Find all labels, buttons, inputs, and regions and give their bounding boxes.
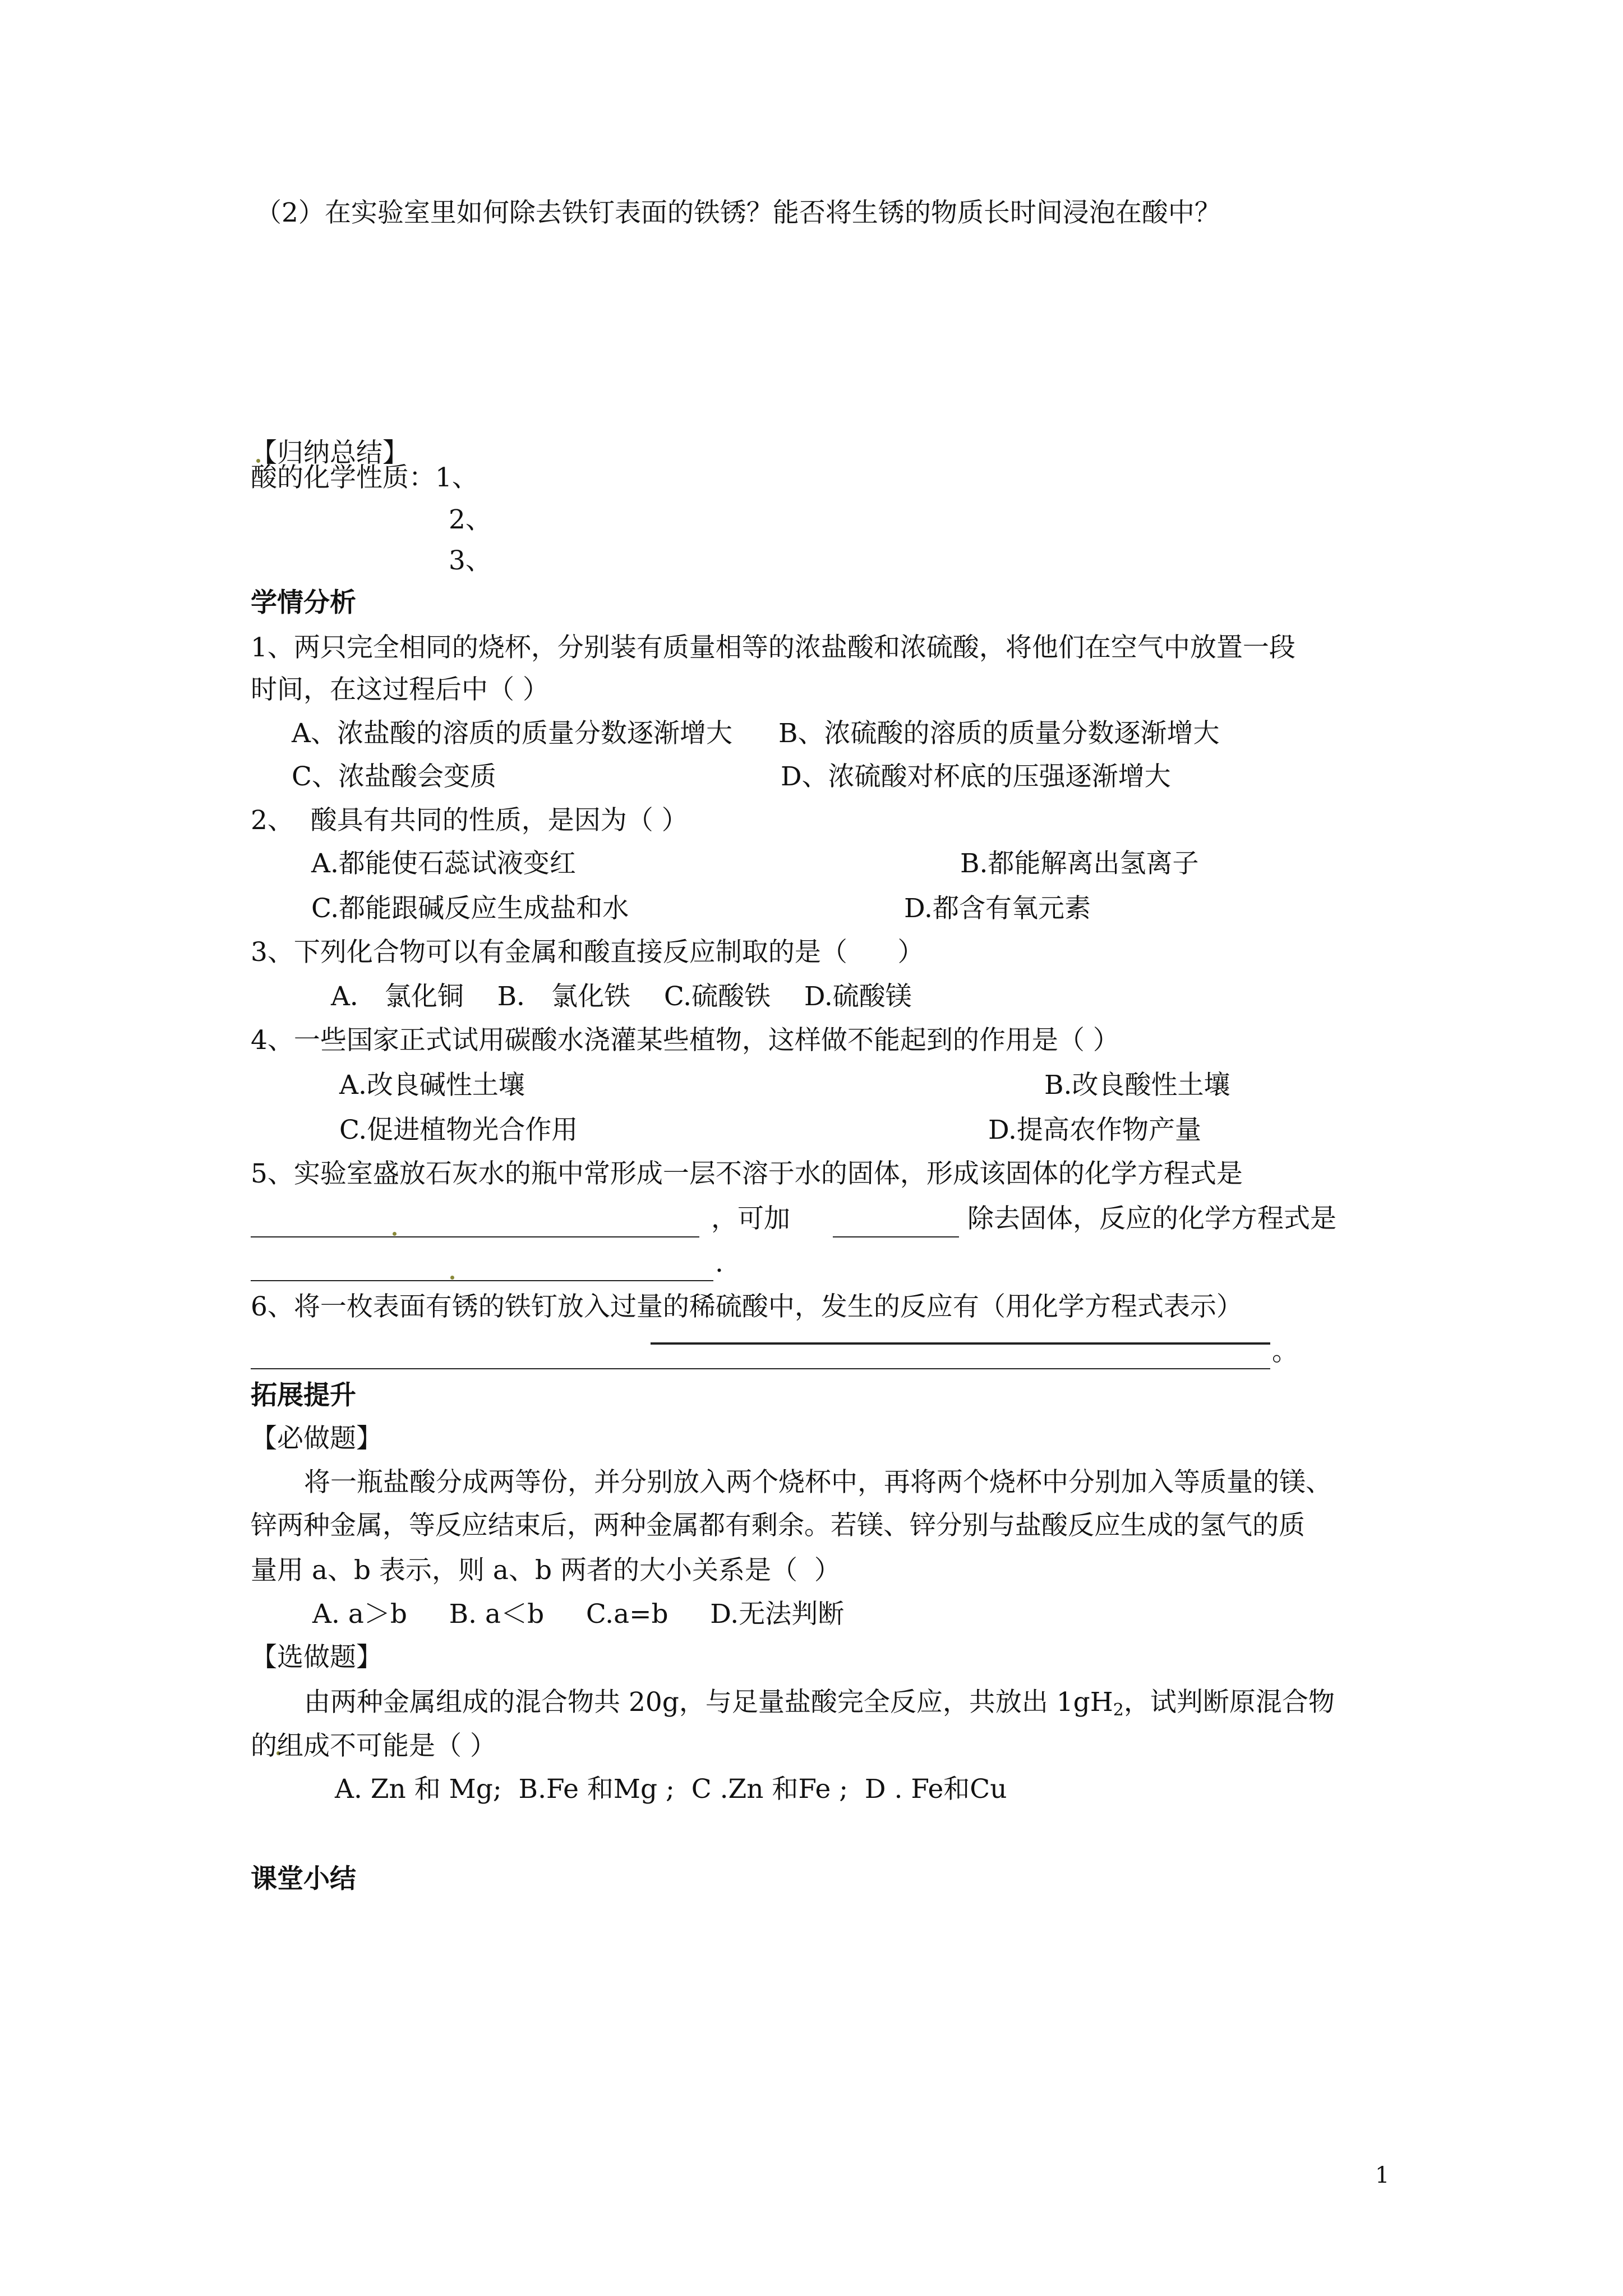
q4-option-c: C.促进植物光合作用 xyxy=(339,1115,578,1145)
q6-answer-underline xyxy=(651,1342,1270,1345)
optional-options: A. Zn 和 Mg; B.Fe 和Mg ; C .Zn 和Fe ; D . Fe和Cu xyxy=(335,1774,1007,1805)
q2-stem: 2、 酸具有共同的性质，是因为（ ） xyxy=(251,805,688,836)
q5-end: . xyxy=(715,1248,723,1278)
q2-option-a: A.都能使石蕊试液变红 xyxy=(311,848,576,879)
required-line-3: 量用 a、b 表示，则 a、b 两者的大小关系是（ ） xyxy=(251,1555,841,1586)
page-number: 1 xyxy=(1375,2162,1390,2188)
q1-option-d: D、浓硫酸对杯底的压强逐渐增大 xyxy=(781,761,1171,792)
class-summary-heading: 课堂小结 xyxy=(251,1864,356,1894)
required-line-2: 锌两种金属，等反应结束后，两种金属都有剩余。若镁、锌分别与盐酸反应生成的氢气的质 xyxy=(251,1510,1305,1541)
q4-option-a: A.改良碱性土壤 xyxy=(339,1070,525,1101)
q5-answer-blank-1[interactable] xyxy=(251,1212,699,1237)
q4-option-d: D.提高农作物产量 xyxy=(988,1115,1201,1145)
optional-heading: 【选做题】 xyxy=(251,1642,382,1673)
q6-answer-blank[interactable] xyxy=(251,1343,1270,1369)
q1-option-b: B、浓硫酸的溶质的质量分数逐渐增大 xyxy=(778,718,1220,749)
summary-heading: 【归纳总结】 xyxy=(251,438,409,468)
decor-dot xyxy=(450,1276,454,1280)
extension-heading: 拓展提升 xyxy=(251,1380,356,1411)
optional-line-1-subscript: 2 xyxy=(1113,1700,1124,1720)
q2-option-d: D.都含有氧元素 xyxy=(904,893,1091,924)
q5-answer-blank-3[interactable] xyxy=(251,1255,713,1281)
summary-item-2: 2、 xyxy=(449,504,492,535)
q2-option-b: B.都能解离出氢离子 xyxy=(960,848,1199,879)
q1-option-c: C、浓盐酸会变质 xyxy=(292,761,496,792)
q5-answer-blank-2[interactable] xyxy=(833,1212,959,1237)
q4-stem: 4、一些国家正式试用碳酸水浇灌某些植物，这样做不能起到的作用是（ ） xyxy=(251,1025,1119,1056)
q5-text-add: ，可加 xyxy=(711,1203,790,1234)
summary-item-3: 3、 xyxy=(449,545,492,576)
optional-line-2: 的组成不可能是（ ） xyxy=(251,1731,496,1761)
optional-line-1 xyxy=(304,1686,1335,1727)
q6-stem: 6、将一枚表面有锈的铁钉放入过量的稀硫酸中，发生的反应有（用化学方程式表示） xyxy=(251,1291,1243,1322)
q3-options: A． 氯化铜 B． 氯化铁 C.硫酸铁 D.硫酸镁 xyxy=(331,981,912,1012)
optional-line-1-text: 由两种金属组成的混合物共 20g，与足量盐酸完全反应，共放出 1gH xyxy=(304,1687,1113,1718)
q4-option-b: B.改良酸性土壤 xyxy=(1044,1070,1230,1101)
optional-line-1-tail: ，试判断原混合物 xyxy=(1123,1687,1335,1718)
q6-end: 。 xyxy=(1272,1336,1298,1367)
required-heading: 【必做题】 xyxy=(251,1423,382,1454)
summary-lead: 酸的化学性质：1、 xyxy=(251,462,478,493)
required-options: A. a＞b B. a＜b C.a=b D.无法判断 xyxy=(312,1599,845,1630)
q5-stem: 5、实验室盛放石灰水的瓶中常形成一层不溶于水的固体，形成该固体的化学方程式是 xyxy=(251,1158,1243,1189)
q1-option-a: A、浓盐酸的溶质的质量分数逐渐增大 xyxy=(292,718,732,749)
q3-stem: 3、下列化合物可以有金属和酸直接反应制取的是（ ） xyxy=(251,937,924,968)
q1-stem-line2: 时间，在这过程后中（ ） xyxy=(251,674,549,705)
q5-text-remove: 除去固体，反应的化学方程式是 xyxy=(967,1203,1336,1234)
q2-option-c: C.都能跟碱反应生成盐和水 xyxy=(311,893,629,924)
decor-dot xyxy=(393,1232,396,1236)
q2-question: （2）在实验室里如何除去铁钉表面的铁锈？能否将生锈的物质长时间浸泡在酸中？ xyxy=(255,197,1221,228)
q1-stem-line1: 1、两只完全相同的烧杯，分别装有质量相等的浓盐酸和浓硫酸，将他们在空气中放置一段 xyxy=(251,632,1295,663)
required-line-1: 将一瓶盐酸分成两等份，并分别放入两个烧杯中，再将两个烧杯中分别加入等质量的镁、 xyxy=(304,1467,1332,1498)
analysis-heading: 学情分析 xyxy=(251,587,356,618)
